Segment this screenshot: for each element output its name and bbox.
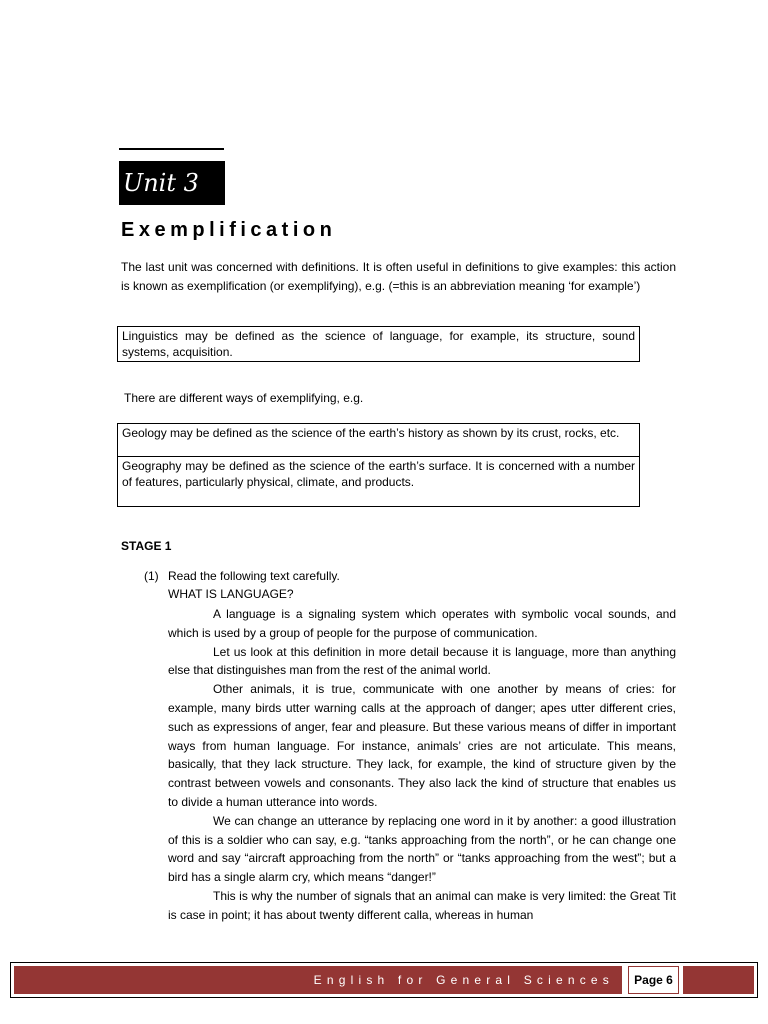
unit-label: Unit 3 [119, 161, 225, 205]
reading-title: WHAT IS LANGUAGE? [168, 587, 294, 601]
example-box: Linguistics may be defined as the science of language, for example, its structure, sound systems, acquisition. [117, 326, 640, 362]
header-rule [119, 148, 224, 150]
ways-text: There are different ways of exemplifying, e.g. [124, 391, 364, 405]
footer-title: English for General Sciences [14, 966, 622, 994]
page-footer [10, 962, 758, 998]
item-number: (1) [144, 569, 159, 583]
footer-accent [683, 966, 754, 994]
example-geology: Geology may be defined as the science of the earth’s history as shown by its crust, rocks, etc. [117, 423, 640, 457]
reading-paragraph: This is why the number of signals that an animal can make is very limited: the Great Tit is case in point; it has about twenty different calla, whereas in human [168, 888, 676, 922]
reading-text [168, 605, 676, 925]
item-instruction: Read the following text carefully. [168, 569, 340, 583]
page-number: Page 6 [628, 966, 679, 994]
stage-heading: STAGE 1 [121, 539, 172, 553]
example-geography: Geography may be defined as the science of the earth’s surface. It is concerned with a number of features, particularly physical, climate, and products. [117, 456, 640, 507]
reading-paragraph: We can change an utterance by replacing one word in it by another: a good illustration of this is a soldier who can say, e.g. “tanks approaching from the north”, or he can change one word and say “aircraft approaching from the north” or “tanks approaching from the west”; but a bird has a single alarm cry, which means “danger!” [168, 813, 676, 885]
page-title: Exemplification [121, 219, 337, 241]
reading-paragraph: Let us look at this definition in more detail because it is language, more than anything else that distinguishes man from the rest of the animal world. [168, 644, 676, 678]
intro-paragraph: The last unit was concerned with definitions. It is often useful in definitions to give examples: this action is known as exemplification (or exemplifying), e.g. (=this is an abbreviation meaning ‘for example’) [121, 260, 676, 293]
reading-paragraph: A language is a signaling system which operates with symbolic vocal sounds, and which is used by a group of people for the purpose of communication. [168, 607, 676, 640]
reading-paragraph: Other animals, it is true, communicate with one another by means of cries: for example, many birds utter warning calls at the approach of danger; apes utter different cries, such as expressions of anger, fear and pleasure. But these various means of differ in important ways from human language. For instance, animals’ cries are not articulate. This means, basically, that they lack structure. They lack, for example, the kind of structure given by the contrast between vowels and consonants. They also lack the kind of structure that enables us to divide a human utterance into words. [168, 682, 676, 809]
